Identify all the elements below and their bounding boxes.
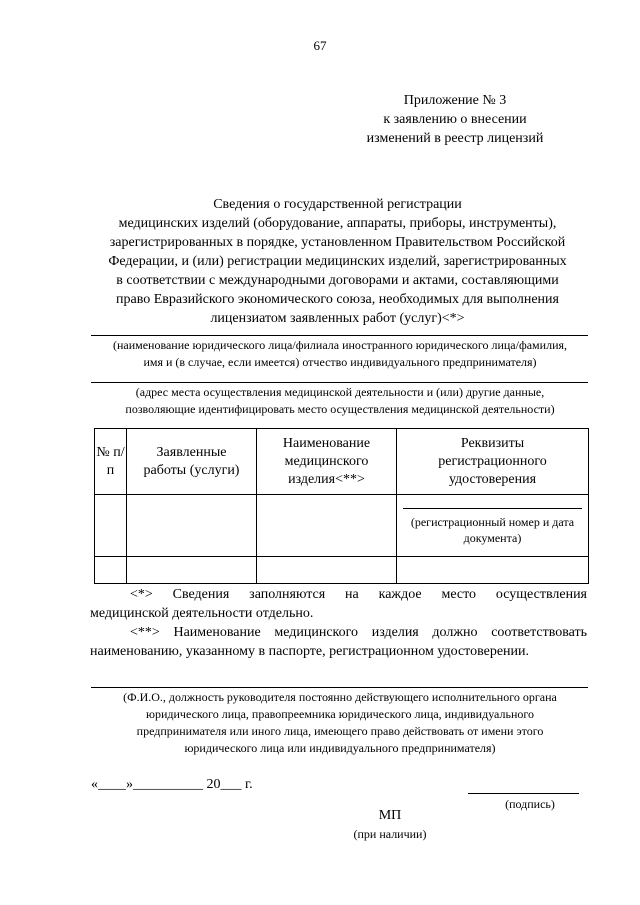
table-row bbox=[95, 495, 589, 557]
address-caption-line-2: позволяющие идентифицировать место осуществления медицинской деятельности) bbox=[125, 402, 555, 416]
footnote-2: <**> Наименование медицинского изделия должно соответствовать наименованию, указанному в паспорте, регистрационном удостоверении. bbox=[90, 625, 587, 659]
cell-services[interactable] bbox=[127, 495, 257, 557]
address-caption-line-1: (адрес места осуществления медицинской деятельности и (или) другие данные, bbox=[135, 385, 545, 399]
title-line: право Евразийского экономического союза, необходимых для выполнения bbox=[116, 292, 559, 307]
registration-table bbox=[94, 428, 589, 584]
title-line: зарегистрированных в порядке, установленном Правительством Российской bbox=[109, 235, 566, 250]
appendix-line-2: к заявлению о внесении bbox=[383, 112, 527, 127]
appendix-line-3: изменений в реестр лицензий bbox=[366, 131, 544, 146]
title-line: Федерации, и (или) регистрации медицинских изделий, зарегистрированных bbox=[108, 254, 567, 269]
signature-line[interactable] bbox=[468, 793, 579, 794]
address-line[interactable] bbox=[91, 382, 588, 383]
signatory-line[interactable] bbox=[91, 687, 588, 688]
signatory-caption-line-4: юридического лица или индивидуального предпринимателя) bbox=[184, 741, 496, 755]
page-number: 67 bbox=[313, 38, 327, 53]
cell-certificate[interactable] bbox=[397, 557, 589, 584]
signatory-caption-line-3: предпринимателя или иного лица, имеющего право действовать от имени этого bbox=[136, 724, 544, 738]
cell-device-name[interactable] bbox=[257, 495, 397, 557]
title-line: лицензиатом заявленных работ (услуг)<*> bbox=[210, 311, 465, 326]
title-line: в соответствии с международными договорами и актами, составляющими bbox=[116, 273, 559, 288]
address-caption bbox=[60, 384, 620, 418]
signatory-caption bbox=[60, 689, 620, 757]
cell-device-name[interactable] bbox=[257, 557, 397, 584]
cell-certificate[interactable] bbox=[397, 495, 589, 557]
entity-name-line[interactable] bbox=[91, 335, 588, 336]
certificate-caption: (регистрационный номер и дата документа) bbox=[410, 515, 575, 545]
title-line: Сведения о государственной регистрации bbox=[213, 197, 462, 212]
certificate-input-line[interactable] bbox=[403, 508, 582, 509]
header-services: Заявленные работы (услуги) bbox=[127, 429, 257, 495]
table-header-row bbox=[95, 429, 589, 495]
appendix-header bbox=[330, 91, 580, 148]
date-field[interactable]: «____»__________ 20___ г. bbox=[91, 777, 253, 792]
document-title bbox=[85, 195, 590, 328]
header-device-name: Наименование медицинского изделия<**> bbox=[257, 429, 397, 495]
stamp-caption: (при наличии) bbox=[353, 827, 427, 841]
table-row bbox=[95, 557, 589, 584]
footnote-1-continuation: медицинской деятельности отдельно. bbox=[90, 606, 314, 621]
title-line: медицинских изделий (оборудование, аппараты, приборы, инструменты), bbox=[118, 216, 557, 231]
entity-caption-line-1: (наименование юридического лица/филиала иностранного юридического лица/фамилия, bbox=[112, 338, 568, 352]
stamp-label: МП bbox=[378, 808, 402, 823]
cell-services[interactable] bbox=[127, 557, 257, 584]
footnote-1: <*> Сведения заполняются на каждое место осуществления bbox=[130, 587, 587, 602]
cell-number[interactable] bbox=[95, 495, 127, 557]
entity-name-caption bbox=[60, 337, 620, 371]
signatory-caption-line-2: юридического лица, правопреемника юридического лица, индивидуального bbox=[146, 707, 534, 721]
header-number: № п/п bbox=[95, 429, 127, 495]
entity-caption-line-2: имя и (в случае, если имеется) отчество индивидуального предпринимателя) bbox=[143, 355, 537, 369]
signature-caption: (подпись) bbox=[505, 797, 555, 811]
signatory-caption-line-1: (Ф.И.О., должность руководителя постоянно действующего исполнительного органа bbox=[123, 690, 557, 704]
appendix-line-1: Приложение № 3 bbox=[403, 93, 507, 108]
header-certificate-details: Реквизиты регистрационного удостоверения bbox=[397, 429, 589, 495]
cell-number[interactable] bbox=[95, 557, 127, 584]
